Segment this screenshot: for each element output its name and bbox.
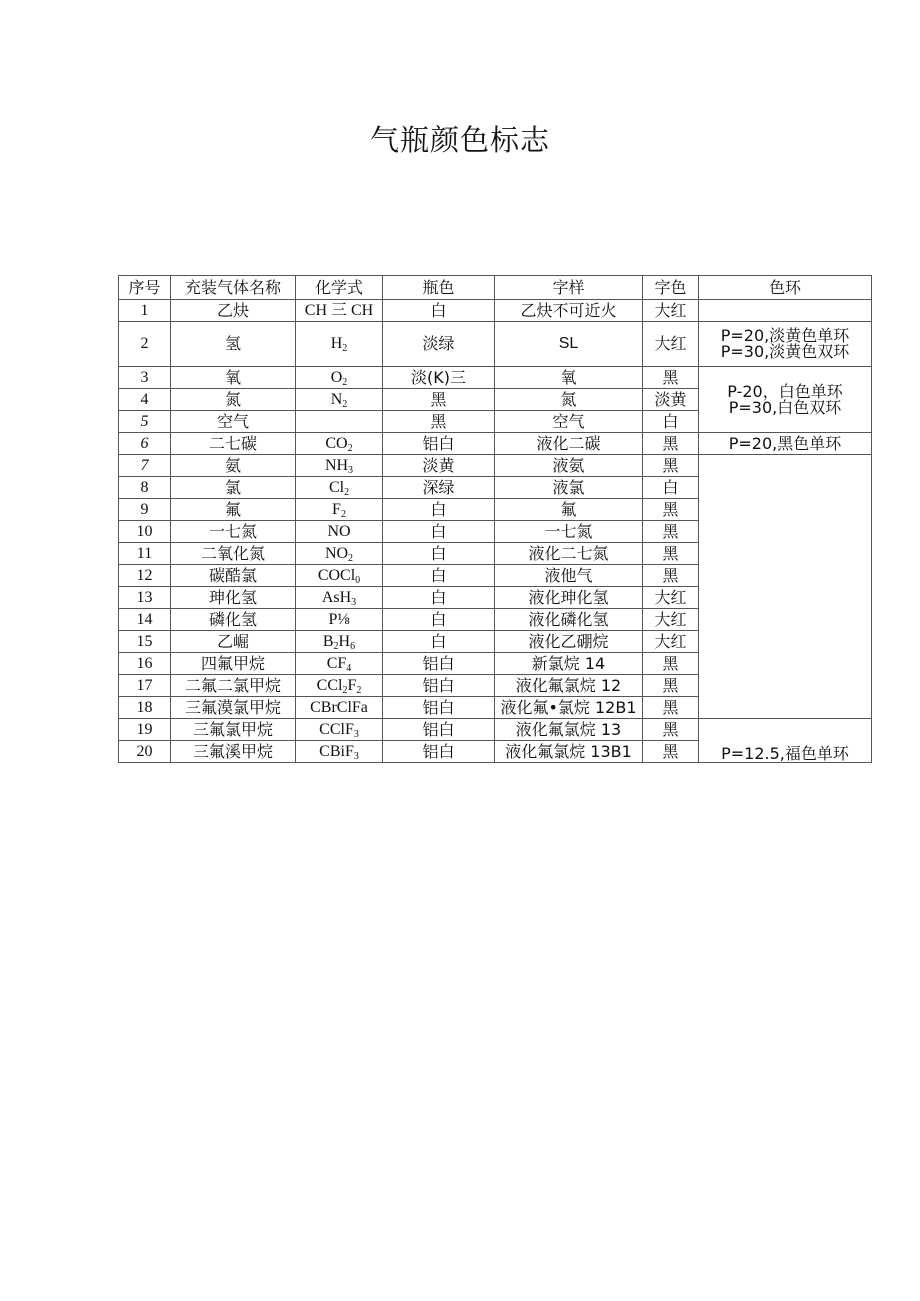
gas-cylinder-color-table xyxy=(118,275,872,763)
formula-cell: CClF$_3$ xyxy=(296,719,383,741)
gas-name-cell: 氢 xyxy=(171,322,296,367)
bottle-color-cell: 白 xyxy=(383,609,495,631)
lettering-color-cell: 黑 xyxy=(643,719,699,741)
gas-name-cell: 二氟二氯甲烷 xyxy=(171,675,296,697)
lettering-cell: 氮 xyxy=(495,389,643,411)
lettering-cell: 液他气 xyxy=(495,565,643,587)
formula-cell: COCl$_0$ xyxy=(296,565,383,587)
row-number-cell: 1 xyxy=(119,300,171,322)
bottle-color-cell: 淡黄 xyxy=(383,455,495,477)
bottle-color-cell: 白 xyxy=(383,499,495,521)
row-number-cell: 9 xyxy=(119,499,171,521)
formula-cell: $H_2$ xyxy=(296,322,383,367)
row-number-cell: 8 xyxy=(119,477,171,499)
lettering-cell: 液化乙硼烷 xyxy=(495,631,643,653)
gas-name-cell: 珅化氢 xyxy=(171,587,296,609)
color-ring-cell xyxy=(699,433,872,455)
row-number-cell: 7 xyxy=(119,455,171,477)
gas-name-cell: 氮 xyxy=(171,389,296,411)
bottle-color-cell: 深绿 xyxy=(383,477,495,499)
lettering-cell: 氧 xyxy=(495,367,643,389)
gas-name-cell: 四氟甲烷 xyxy=(171,653,296,675)
lettering-color-cell: 白 xyxy=(643,411,699,433)
bottle-color-cell: 铝白 xyxy=(383,433,495,455)
lettering-color-cell: 白 xyxy=(643,477,699,499)
lettering-cell: 液化磷化氢 xyxy=(495,609,643,631)
lettering-color-cell: 大红 xyxy=(643,322,699,367)
row-number-cell: 16 xyxy=(119,653,171,675)
formula-cell: $CF_4$ xyxy=(296,653,383,675)
formula-cell: $CO_2$ xyxy=(296,433,383,455)
row-number-cell: 10 xyxy=(119,521,171,543)
bottle-color-cell: 黑 xyxy=(383,389,495,411)
lettering-color-cell: 黑 xyxy=(643,499,699,521)
lettering-cell: 一七氮 xyxy=(495,521,643,543)
formula-cell: AsH$_3$ xyxy=(296,587,383,609)
lettering-color-cell: 黑 xyxy=(643,543,699,565)
lettering-color-cell: 淡黄 xyxy=(643,389,699,411)
gas-name-cell: 氨 xyxy=(171,455,296,477)
bottle-color-cell: 铝白 xyxy=(383,675,495,697)
bottle-color-cell: 黑 xyxy=(383,411,495,433)
lettering-cell: 液氨 xyxy=(495,455,643,477)
color-ring-text: P-20，白色单环 xyxy=(727,381,843,401)
color-ring-cell xyxy=(699,300,872,322)
color-ring-text: P=20,黑色单环 xyxy=(728,433,842,453)
gas-name-cell: 三氟漠氯甲烷 xyxy=(171,697,296,719)
row-number-cell: 13 xyxy=(119,587,171,609)
color-ring-text: P=20,淡黄色单环 xyxy=(720,326,850,345)
row-number-cell: 11 xyxy=(119,543,171,565)
lettering-color-cell: 黑 xyxy=(643,675,699,697)
formula-cell: P⅛ xyxy=(296,609,383,631)
lettering-color-cell: 大红 xyxy=(643,300,699,322)
header-cell: 序号 xyxy=(119,276,171,300)
lettering-cell: 新氯烷 14 xyxy=(495,653,643,675)
color-ring-text: P=30,白色双环 xyxy=(728,397,842,417)
bottle-color-cell: 淡绿 xyxy=(383,322,495,367)
formula-cell: NO xyxy=(296,521,383,543)
row-number-cell: 3 xyxy=(119,367,171,389)
gas-name-cell: 氯 xyxy=(171,477,296,499)
formula-cell xyxy=(296,411,383,433)
color-ring-cell xyxy=(699,455,872,719)
formula-cell: $B_2H_6$ xyxy=(296,631,383,653)
row-number-cell: 15 xyxy=(119,631,171,653)
bottle-color-cell: 白 xyxy=(383,300,495,322)
lettering-cell: 乙炔不可近火 xyxy=(495,300,643,322)
color-ring-cell xyxy=(699,367,872,433)
lettering-cell: 液化氟氯烷 13 xyxy=(495,719,643,741)
bottle-color-cell: 白 xyxy=(383,543,495,565)
header-cell: 化学式 xyxy=(296,276,383,300)
lettering-color-cell: 大红 xyxy=(643,631,699,653)
lettering-cell: 液氯 xyxy=(495,477,643,499)
formula-cell: $NH_3$ xyxy=(296,455,383,477)
lettering-cell: 液化氟氯烷 13B1 xyxy=(495,741,643,763)
row-number-cell: 2 xyxy=(119,322,171,367)
lettering-cell: 液化氟•氯烷 12B1 xyxy=(495,697,643,719)
row-number-cell: 5 xyxy=(119,411,171,433)
lettering-color-cell: 黑 xyxy=(643,653,699,675)
bottle-color-cell: 白 xyxy=(383,631,495,653)
lettering-cell: 氟 xyxy=(495,499,643,521)
gas-name-cell: 一七氮 xyxy=(171,521,296,543)
gas-name-cell: 二氧化氮 xyxy=(171,543,296,565)
lettering-cell: 空气 xyxy=(495,411,643,433)
formula-cell: $Cl_2$ xyxy=(296,477,383,499)
gas-name-cell: 乙崛 xyxy=(171,631,296,653)
lettering-color-cell: 黑 xyxy=(643,697,699,719)
row-number-cell: 18 xyxy=(119,697,171,719)
bottle-color-cell: 白 xyxy=(383,587,495,609)
bottle-color-cell: 铝白 xyxy=(383,697,495,719)
lettering-cell: 液化氟氯烷 12 xyxy=(495,675,643,697)
lettering-color-cell: 黑 xyxy=(643,433,699,455)
table-row xyxy=(119,719,872,741)
formula-cell: CBiF$_3$ xyxy=(296,741,383,763)
formula-cell: $O_2$ xyxy=(296,367,383,389)
bottle-color-cell: 铝白 xyxy=(383,741,495,763)
lettering-color-cell: 大红 xyxy=(643,587,699,609)
lettering-color-cell: 黑 xyxy=(643,521,699,543)
bottle-color-cell: 铝白 xyxy=(383,653,495,675)
formula-cell: CH 三 CH xyxy=(296,300,383,322)
table-row xyxy=(119,433,872,455)
header-cell: 充装气体名称 xyxy=(171,276,296,300)
lettering-cell: SL xyxy=(495,322,643,367)
bottle-color-cell: 铝白 xyxy=(383,719,495,741)
bottle-color-cell: 白 xyxy=(383,521,495,543)
lettering-color-cell: 大红 xyxy=(643,609,699,631)
table-row xyxy=(119,367,872,389)
row-number-cell: 14 xyxy=(119,609,171,631)
row-number-cell: 20 xyxy=(119,741,171,763)
lettering-color-cell: 黑 xyxy=(643,455,699,477)
gas-name-cell: 磷化氢 xyxy=(171,609,296,631)
formula-cell: $NO_2$ xyxy=(296,543,383,565)
gas-name-cell: 二七碳 xyxy=(171,433,296,455)
page-title: 气瓶颜色标志 xyxy=(369,123,550,157)
bottle-color-cell: 淡(K)三 xyxy=(383,367,495,389)
table-row xyxy=(119,300,872,322)
lettering-cell: 液化二七氮 xyxy=(495,543,643,565)
lettering-color-cell: 黑 xyxy=(643,741,699,763)
row-number-cell: 12 xyxy=(119,565,171,587)
formula-cell: CBrClFa xyxy=(296,697,383,719)
lettering-cell: 液化二碳 xyxy=(495,433,643,455)
header-cell: 字色 xyxy=(643,276,699,300)
row-number-cell: 17 xyxy=(119,675,171,697)
color-ring-text: P=12.5,福色单环 xyxy=(721,744,849,763)
gas-name-cell: 碳酷氯 xyxy=(171,565,296,587)
lettering-color-cell: 黑 xyxy=(643,367,699,389)
color-ring-cell xyxy=(699,719,872,763)
formula-cell: $F_2$ xyxy=(296,499,383,521)
table-header-row xyxy=(119,276,872,300)
gas-name-cell: 空气 xyxy=(171,411,296,433)
header-cell: 色环 xyxy=(699,276,872,300)
row-number-cell: 4 xyxy=(119,389,171,411)
row-number-cell: 6 xyxy=(119,433,171,455)
gas-name-cell: 三氟氯甲烷 xyxy=(171,719,296,741)
formula-cell: $N_2$ xyxy=(296,389,383,411)
color-ring-cell xyxy=(699,322,872,367)
header-cell: 字样 xyxy=(495,276,643,300)
gas-name-cell: 氟 xyxy=(171,499,296,521)
bottle-color-cell: 白 xyxy=(383,565,495,587)
lettering-cell: 液化珅化氢 xyxy=(495,587,643,609)
header-cell: 瓶色 xyxy=(383,276,495,300)
gas-name-cell: 三氟溪甲烷 xyxy=(171,741,296,763)
gas-name-cell: 乙炔 xyxy=(171,300,296,322)
row-number-cell: 19 xyxy=(119,719,171,741)
table-row xyxy=(119,322,872,367)
formula-cell: $CCl_2F_2$ xyxy=(296,675,383,697)
table-row xyxy=(119,455,872,477)
color-ring-text: P=30,淡黄色双环 xyxy=(720,342,850,361)
lettering-color-cell: 黑 xyxy=(643,565,699,587)
gas-name-cell: 氧 xyxy=(171,367,296,389)
